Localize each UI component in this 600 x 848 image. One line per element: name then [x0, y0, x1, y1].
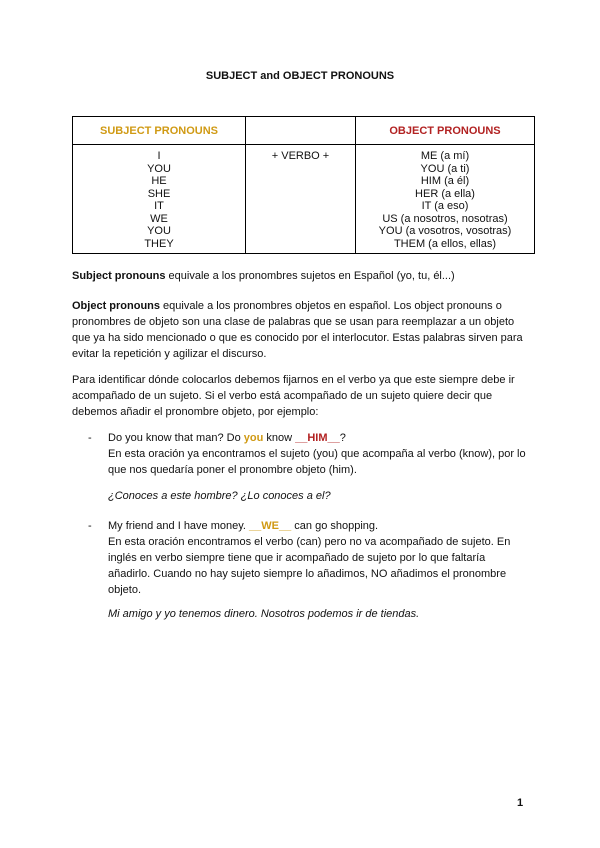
page-number: 1: [517, 797, 524, 809]
example1-translation: ¿Conoces a este hombre? ¿Lo conoces a el?: [108, 490, 331, 502]
object-pronouns-text: equivale a los pronombres objetos en español. Los object pronouns o pronombres de objeto son una clase de palabras que se usan para reemplazar a un objeto que ya ha sido mencionado o que es conocido por el interlocutor. Estas palabras sirven para evitar la repetición y agilizar el discurso.: [72, 300, 523, 360]
subject-pronouns-text: equivale a los pronombres sujetos en Español (yo, tu, él...): [165, 270, 455, 282]
subject-pronoun: SHE: [147, 187, 171, 200]
subject-pronouns-term: Subject pronouns: [72, 270, 166, 282]
subject-pronoun: I: [157, 150, 161, 162]
example1-blank: __HIM__: [295, 432, 340, 444]
subject-pronoun: THEY: [144, 237, 174, 250]
example2-sentence: [108, 518, 528, 534]
object-pronouns-header: OBJECT PRONOUNS: [356, 117, 535, 145]
subject-pronoun: YOU: [147, 162, 171, 175]
example1-pre: Do you know that man? Do: [108, 432, 244, 444]
object-pronouns-paragraph: [72, 298, 532, 362]
page-title: SUBJECT and OBJECT PRONOUNS: [205, 70, 395, 82]
verb-cell: [246, 145, 356, 254]
example1-sentence: [108, 430, 528, 446]
example2-explanation: En esta oración encontramos el verbo (can) pero no va acompañado de sujeto. En inglés en verbo siempre tiene que ir acompañado de sujeto por lo que faltaría añadirlo. Cuando no hay sujeto siempre lo añadimos, NO añadimos el pronombre objeto.: [108, 536, 511, 596]
example2-blank: __WE__: [249, 520, 292, 532]
object-pronoun: IT (a eso): [421, 200, 469, 212]
object-pronoun: HIM (a él): [420, 175, 470, 187]
subject-pronouns-header: SUBJECT PRONOUNS: [73, 117, 246, 145]
verb-label: + VERBO +: [271, 150, 330, 162]
example2-translation: Mi amigo y yo tenemos dinero. Nosotros podemos ir de tiendas.: [108, 608, 420, 620]
identification-paragraph: Para identificar dónde colocarlos debemos fijarnos en el verbo ya que este siempre debe ir acompañado de un sujeto. Si el verbo está acompañado de un sujeto quiere decir que debemos añadir el pronombre objeto, por ejemplo:: [72, 374, 515, 418]
object-pronouns-list: [356, 145, 535, 254]
example1-post: ?: [339, 432, 346, 444]
object-pronoun: YOU (a vosotros, vosotras): [378, 225, 512, 237]
object-pronoun: THEM (a ellos, ellas): [393, 237, 497, 250]
pronouns-table: [72, 116, 535, 254]
example1-you: you: [243, 432, 264, 444]
object-pronoun: YOU (a ti): [420, 162, 470, 175]
example2-pre: My friend and I have money.: [108, 520, 250, 532]
example2-post: can go shopping.: [291, 520, 379, 532]
subject-pronoun: YOU: [147, 225, 171, 237]
example1-dash: -: [88, 432, 92, 444]
table-header-row: [73, 117, 535, 145]
middle-header: [246, 117, 356, 145]
subject-pronouns-paragraph: [72, 268, 532, 284]
object-pronoun: HER (a ella): [415, 187, 475, 200]
example1-explanation: En esta oración ya encontramos el sujeto (you) que acompaña al verbo (know), por lo que nos quedaría poner el pronombre objeto (him).: [108, 448, 526, 476]
object-pronoun: ME (a mí): [420, 150, 470, 162]
example1-mid: know: [263, 432, 296, 444]
example2-dash: -: [88, 520, 92, 532]
table-body-row: [73, 145, 535, 254]
subject-pronoun: HE: [151, 175, 167, 187]
object-pronouns-term: Object pronouns: [72, 300, 160, 312]
subject-pronoun: IT: [154, 200, 164, 212]
object-pronoun: US (a nosotros, nosotras): [382, 212, 508, 225]
subject-pronoun: WE: [150, 212, 168, 225]
subject-pronouns-list: [73, 145, 246, 254]
